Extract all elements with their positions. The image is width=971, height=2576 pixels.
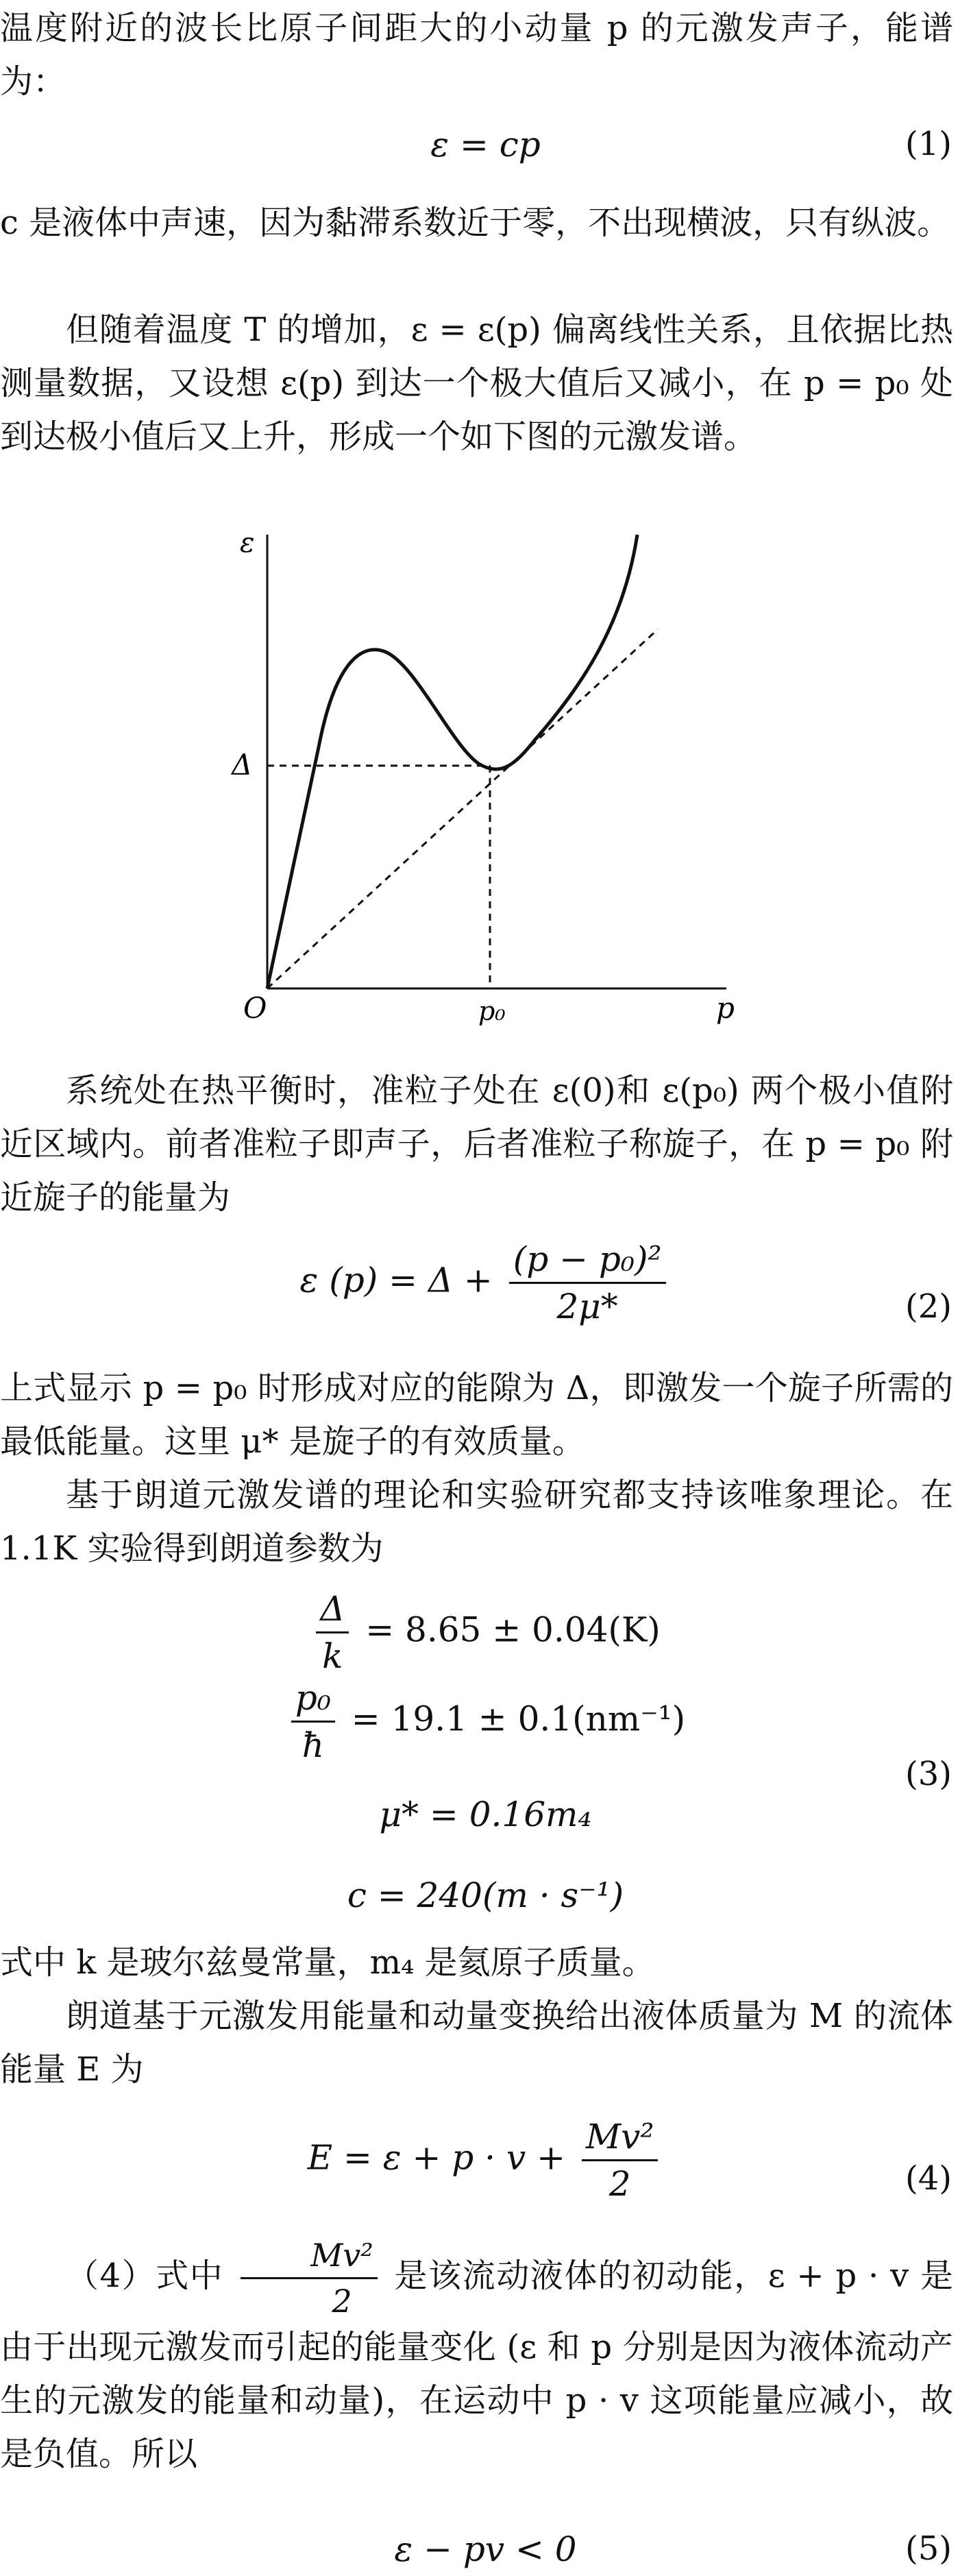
inline-kinetic-fraction [241,2236,378,2320]
paragraph-energy-gap: 上式显示 p = p₀ 时形成对应的能隙为 Δ，即激发一个旋子所需的最低能量。这里 μ* 是旋子的有效质量。 [0,1369,953,1461]
gap-label: Δ [232,748,253,781]
spectrum-curve [267,535,637,988]
origin-label: O [243,991,267,1025]
equation-2-numerator: (p − p₀)² [509,1239,666,1284]
equation-1-number: (1) [905,125,952,163]
paragraph-constants: 式中 k 是玻尔兹曼常量，m₄ 是氦原子质量。 [0,1943,655,1982]
inline-kinetic-denominator: 2 [332,2283,352,2320]
equation-4-fraction [582,2117,659,2204]
paragraph-equilibrium: 系统处在热平衡时，准粒子处在 ε(0)和 ε(p₀) 两个极小值附近区域内。前者准粒子即声子，后者准粒子称旋子，在 p = p₀ 附近旋子的能量为 [0,1071,953,1217]
equation-4-denominator: 2 [609,2164,631,2204]
equation-3c: μ* = 0.16m₄ [379,1795,592,1834]
p0-label: p₀ [478,996,506,1026]
equation-3d: c = 240(m · s⁻¹) [347,1875,624,1915]
equation-2 [0,1239,971,1326]
equation-4 [0,2117,971,2204]
equation-3a [0,1589,971,1676]
equation-3b-denominator: ħ [302,1725,324,1765]
paragraph-kinetic-energy [0,2236,953,2481]
equation-2-denominator: 2μ* [556,1287,618,1326]
paragraph-spectrum: 但随着温度 T 的增加，ε = ε(p) 偏离线性关系，且依据比热测量数据，又设想 ε(p) 到达一个极大值后又减小，在 p = p₀ 处到达极小值后又上升，形成一个如下图的元激发谱。 [0,311,953,456]
equation-2-number: (2) [905,1287,952,1326]
equation-5-number: (5) [905,2529,952,2568]
linear-dashed-line [267,629,658,988]
excitation-spectrum-figure [219,521,754,1042]
paragraph-sound-speed: c 是液体中声速，因为黏滞系数近于零，不出现横波，只有纵波。 [0,204,950,242]
equation-3a-numerator: Δ [316,1589,349,1633]
paragraph-kinetic-prefix: （4）式中 [66,2257,224,2295]
equation-3-number: (3) [905,1755,952,1793]
equation-3b-fraction [291,1678,335,1765]
paragraph-kinetic-rest: 是该流动液体的初动能，ε + p · v 是由于出现元激发而引起的能量变化 (ε 和 p 分别是因为液体流动产生的元激发的能量和动量)，在运动中 p · v 这项能量应减小，故是负值。所以 [0,2257,954,2473]
equation-3b-numerator: p₀ [291,1678,335,1723]
equation-4-number: (4) [905,2159,952,2198]
equation-3a-denominator: k [322,1636,343,1676]
equation-5: ε − pv < 0 [394,2529,577,2569]
y-axis-label: ε [240,527,255,559]
equation-1: ε = cp [430,125,541,165]
equation-3a-fraction [316,1589,349,1676]
x-axis-label: p [716,991,735,1025]
equation-3b-rhs: = 19.1 ± 0.1(nm⁻¹) [351,1699,686,1739]
equation-2-fraction [509,1239,666,1326]
equation-4-lhs: E = ε + p · v + [307,2137,565,2178]
paragraph-fluid-energy: 朗道基于元激发用能量和动量变换给出液体质量为 M 的流体能量 E 为 [0,1997,953,2089]
equation-2-lhs: ε (p) = Δ + [299,1260,493,1300]
inline-kinetic-numerator: Mv² [241,2236,378,2279]
equation-3b [0,1678,971,1765]
paragraph-landau-params: 基于朗道元激发谱的理论和实验研究都支持该唯象理论。在 1.1K 实验得到朗道参数为 [0,1476,953,1568]
equation-3a-rhs: = 8.65 ± 0.04(K) [365,1609,661,1650]
paragraph-intro: 温度附近的波长比原子间距大的小动量 p 的元激发声子，能谱为： [0,9,953,101]
equation-4-numerator: Mv² [582,2117,659,2161]
